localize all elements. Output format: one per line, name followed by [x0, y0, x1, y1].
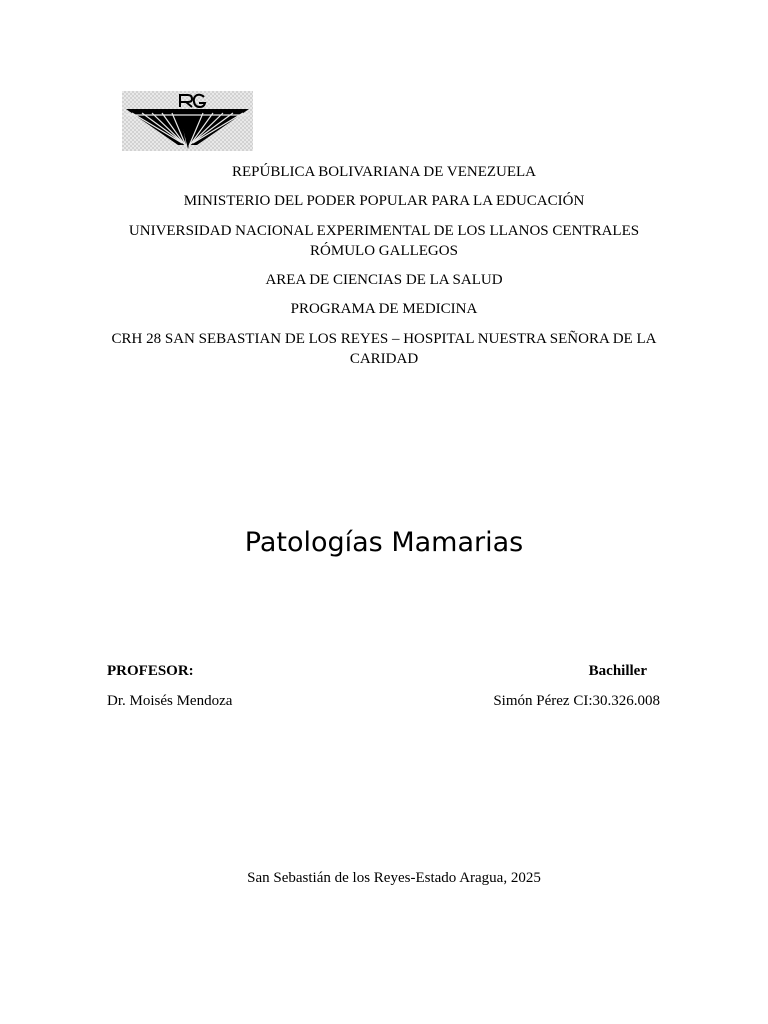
- university-logo: [122, 91, 253, 151]
- university-emblem-icon: [122, 91, 253, 151]
- place-date: San Sebastián de los Reyes-Estado Aragua, 2025: [247, 870, 541, 886]
- professor-label: PROFESOR:: [107, 663, 194, 679]
- header-program: PROGRAMA DE MEDICINA: [290, 301, 478, 317]
- header-area: AREA DE CIENCIAS DE LA SALUD: [265, 272, 503, 288]
- student-name: Simón Pérez CI:30.326.008: [493, 693, 660, 709]
- header-hospital: CRH 28 SAN SEBASTIAN DE LOS REYES – HOSPITAL NUESTRA SEÑORA DE LA CARIDAD: [111, 331, 657, 367]
- header-republic: REPÚBLICA BOLIVARIANA DE VENEZUELA: [231, 164, 537, 180]
- header-university: UNIVERSIDAD NACIONAL EXPERIMENTAL DE LOS LLANOS CENTRALES RÓMULO GALLEGOS: [128, 223, 640, 259]
- document-title: Patologías Mamarias: [244, 527, 524, 558]
- student-label: Bachiller: [588, 663, 647, 679]
- header-ministry: MINISTERIO DEL PODER POPULAR PARA LA EDUCACIÓN: [183, 193, 585, 209]
- professor-name: Dr. Moisés Mendoza: [107, 693, 233, 709]
